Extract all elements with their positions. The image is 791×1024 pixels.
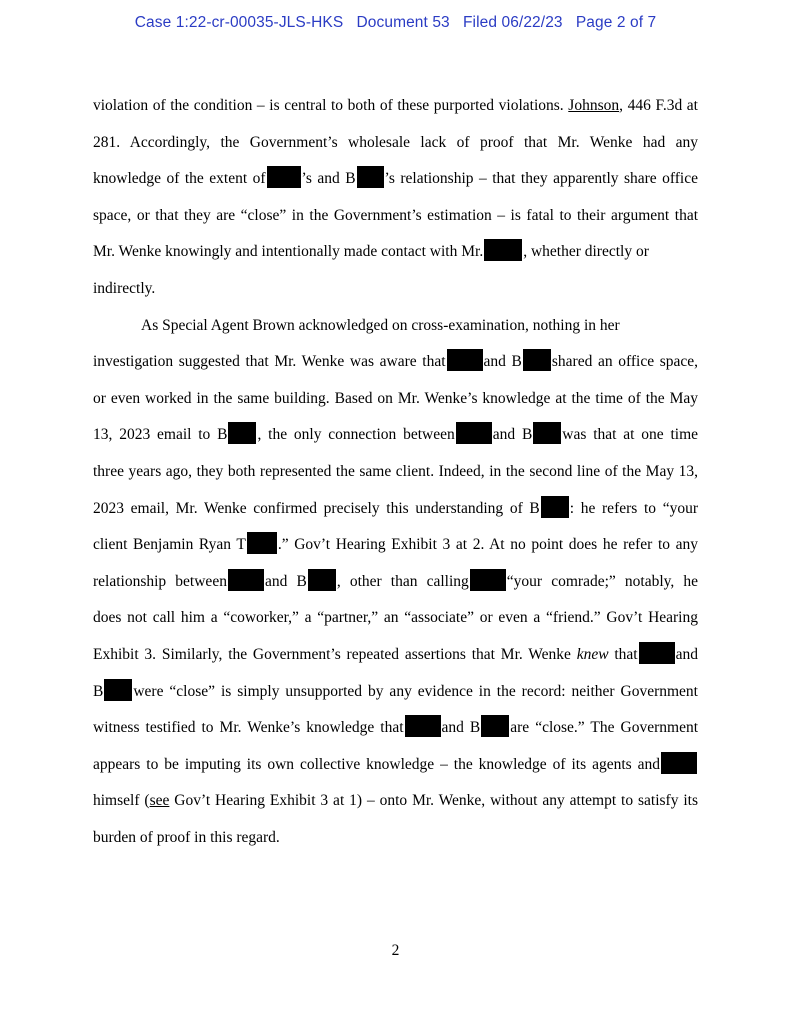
text-line: space, or that they are “close” in the Government’s estimation – is fatal to their argument that: [93, 206, 698, 224]
text-line: relationship between and B , other than calling “your comrade;” notably, he: [93, 564, 698, 601]
redaction-box: [481, 715, 509, 737]
text-line: or even worked in the same building. Based on Mr. Wenke’s knowledge at the time of the May: [93, 389, 698, 407]
redaction-box: [456, 422, 492, 444]
body-text: [93, 88, 698, 856]
redaction-box: [104, 679, 132, 701]
case-citation: Johnson: [568, 97, 620, 114]
text-line: 13, 2023 email to B , the only connection between and B was that at one time: [93, 417, 698, 454]
redaction-box: [470, 569, 506, 591]
text-line: does not call him a “coworker,” a “partner,” an “associate” or even a “friend.” Gov’t Hearing: [93, 609, 698, 627]
text-line: Mr. Wenke knowingly and intentionally made contact with Mr. , whether directly or: [93, 234, 698, 271]
redaction-box: [484, 239, 522, 261]
signal-see: see: [149, 792, 170, 810]
text-line: 281. Accordingly, the Government’s wholesale lack of proof that Mr. Wenke had any: [93, 133, 698, 151]
case-header: Case 1:22-cr-00035-JLS-HKS Document 53 Filed 06/22/23 Page 2 of 7: [134, 14, 657, 31]
page-number: 2: [391, 942, 400, 959]
text-line: appears to be imputing its own collective knowledge – the knowledge of its agents and: [93, 747, 698, 784]
redaction-box: [267, 166, 301, 188]
text-line: investigation suggested that Mr. Wenke was aware that and B shared an office space,: [93, 344, 698, 381]
text-line: three years ago, they both represented the same client. Indeed, in the second line of the May 13,: [93, 462, 698, 480]
text-line: 2023 email, Mr. Wenke confirmed precisely this understanding of B : he refers to “your: [93, 491, 698, 528]
redaction-box: [308, 569, 336, 591]
redaction-box: [228, 422, 256, 444]
redaction-box: [523, 349, 551, 371]
text-line: B were “close” is simply unsupported by any evidence in the record: neither Government: [93, 674, 698, 711]
redaction-box: [661, 752, 697, 774]
text-line: indirectly.: [93, 279, 156, 297]
text-line: Exhibit 3. Similarly, the Government’s repeated assertions that Mr. Wenke knew that and: [93, 637, 698, 674]
redaction-box: [405, 715, 441, 737]
redaction-box: [447, 349, 483, 371]
text-line: burden of proof in this regard.: [93, 828, 280, 846]
redaction-box: [533, 422, 561, 444]
text-line: violation of the condition – is central to both of these purported violations. Johnson, 446 F.3d at: [93, 97, 698, 114]
redaction-box: [639, 642, 675, 664]
redaction-box: [541, 496, 569, 518]
text-line: himself (see Gov’t Hearing Exhibit 3 at 1) – onto Mr. Wenke, without any attempt to satisfy its: [93, 792, 698, 810]
text-line: As Special Agent Brown acknowledged on cross-examination, nothing in her: [141, 316, 620, 334]
redaction-box: [228, 569, 264, 591]
redaction-box: [247, 532, 277, 554]
text-line: client Benjamin Ryan T .” Gov’t Hearing Exhibit 3 at 2. At no point does he refer to any: [93, 527, 698, 564]
text-line: knowledge of the extent of ’s and B ’s relationship – that they apparently share office: [93, 161, 698, 198]
redaction-box: [357, 166, 384, 188]
text-line: witness testified to Mr. Wenke’s knowledge that and B are “close.” The Government: [93, 710, 698, 747]
